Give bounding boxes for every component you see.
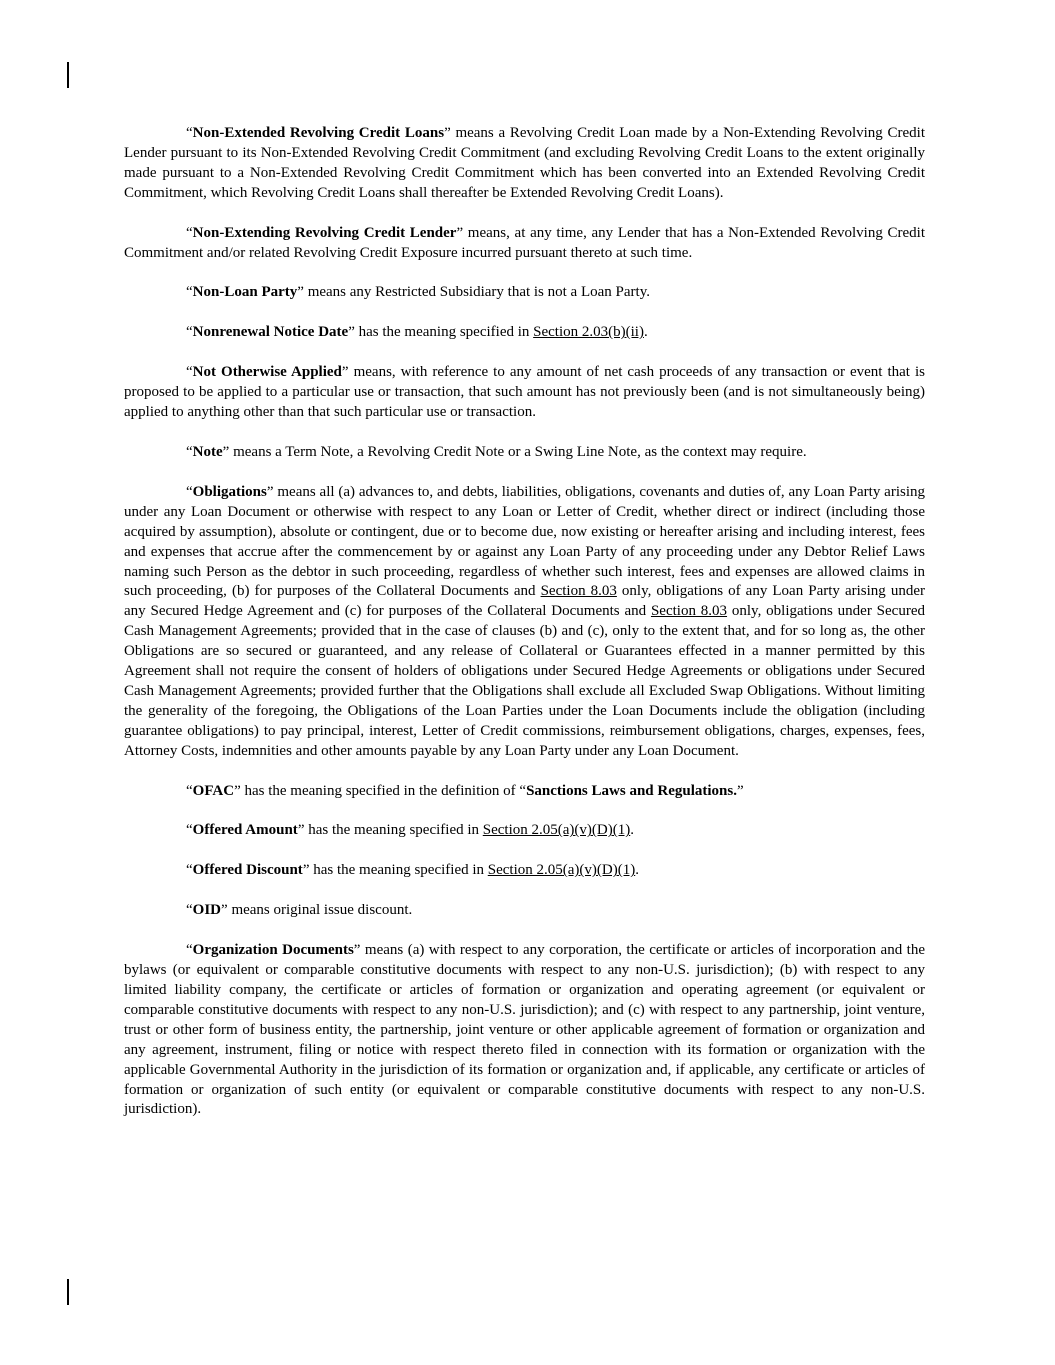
definition-paragraph: “Non-Extending Revolving Credit Lender” means, at any time, any Lender that has a Non-Extended Revolving Credit Commitment and/or related Revolving Credit Exposure incurred pursuant thereto at such time. bbox=[124, 224, 926, 261]
section-reference: Section 8.03 bbox=[650, 603, 728, 620]
margin-bar-top bbox=[67, 62, 69, 88]
definition-text: means, with reference to any amount of net cash proceeds of any transaction or event that is proposed to be applied to a particular use or transaction, that such amount has not previously been (and is not simultaneously being) applied to anything other than that such particular use or transaction. bbox=[124, 364, 925, 421]
definition-text: only, obligations of any Loan Party arising under any Secured Hedge Agreement and (c) for purposes of the Collateral Documents and bbox=[124, 583, 925, 620]
document-page bbox=[124, 124, 925, 1140]
definition-paragraph: “OID” means original issue discount. bbox=[186, 902, 413, 919]
definition-paragraph: “Offered Amount” has the meaning specified in Section 2.05(a)(v)(D)(1). bbox=[186, 822, 634, 839]
definition-text: has the meaning specified in bbox=[354, 324, 534, 341]
defined-term: Note bbox=[192, 443, 223, 460]
definition-paragraph: “Non-Extended Revolving Credit Loans” means a Revolving Credit Loan made by a Non-Extending Revolving Credit Lender pursuant to its Non-Extended Revolving Credit Commitment (and excluding Revolving Credit Loans to the extent originally made pursuant to a Non-Extended Revolving Credit Commitment which has been converted into an Extended Revolving Credit Commitment, which Revolving Credit Loans shall thereafter be Extended Revolving Credit Loans). bbox=[124, 125, 925, 201]
definition-paragraph: “Nonrenewal Notice Date” has the meaning specified in Section 2.03(b)(ii). bbox=[186, 324, 648, 341]
defined-term: Non-Extending Revolving Credit Lender bbox=[192, 224, 457, 241]
section-reference: Section 2.05(a)(v)(D)(1) bbox=[482, 822, 631, 839]
defined-term: Organization Documents bbox=[192, 942, 354, 959]
section-reference: Section 2.03(b)(ii) bbox=[533, 324, 644, 341]
definition-text: means a Revolving Credit Loan made by a Non-Extending Revolving Credit Lender pursuant to its Non-Extended Revolving Credit Commitment (and excluding Revolving Credit Loans to the extent originally made pursuant to a Non-Extended Revolving Credit Commitment which has been converted into an Extended Revolving Credit Commitment, which Revolving Credit Loans shall thereafter be Extended Revolving Credit Loans). bbox=[124, 125, 925, 201]
definition-paragraph: “Non-Loan Party” means any Restricted Subsidiary that is not a Loan Party. bbox=[186, 284, 650, 301]
definition-text: . bbox=[643, 324, 648, 341]
section-reference: Section 8.03 bbox=[540, 583, 617, 600]
section-reference: Section 2.05(a)(v)(D)(1) bbox=[487, 862, 636, 879]
defined-term: Non-Extended Revolving Credit Loans bbox=[192, 125, 445, 141]
defined-term: Non-Loan Party bbox=[192, 284, 298, 301]
defined-term: Nonrenewal Notice Date bbox=[192, 324, 349, 341]
definition-text: means a Term Note, a Revolving Credit Note or a Swing Line Note, as the context may require. bbox=[229, 443, 807, 460]
definition-text: has the meaning specified in the definition of “ bbox=[240, 782, 527, 799]
defined-term: Not Otherwise Applied bbox=[192, 364, 342, 381]
defined-term: Offered Discount bbox=[192, 862, 303, 879]
definition-text: . bbox=[635, 862, 639, 879]
definition-text: only, obligations under Secured Cash Management Agreements; provided that in the case of clauses (b) and (c), only to the extent that, and for so long as, the other Obligations are so secured or guaranteed, and any release of Collateral or Guarantees effected in a manner permitted by this Agreement shall not require the consent of holders of obligations under Secured Hedge Agreements or obligations under Secured Cash Management Agreements; provided further that the Obligations shall exclude all Excluded Swap Obligations. Without limiting the generality of the foregoing, the Obligations of the Loan Parties under the Loan Documents include the obligation (including guarantee obligations) to pay principal, interest, Letter of Credit commissions, reimbursement obligations, charges, expenses, fees, Attorney Costs, indemnities and other amounts payable by any Loan Party under any Loan Document. bbox=[124, 603, 925, 759]
definition-text: . bbox=[630, 822, 634, 839]
defined-term: OFAC bbox=[192, 782, 235, 799]
definition-text: means all (a) advances to, and debts, liabilities, obligations, covenants and duties of, any Loan Party arising under any Loan Document or otherwise with respect to any Loan or Letter of Credit, whether direct or indirect (including those acquired by assumption), absolute or contingent, due or to become due, now existing or hereafter arising and including interest, fees and expenses that accrue after the commencement by or against any Loan Party of any proceeding under any Debtor Relief Laws naming such Person as the debtor in such proceeding, regardless of whether such interest, fees and expenses are allowed claims in such proceeding, (b) for purposes of the Collateral Documents and bbox=[124, 483, 925, 600]
definition-paragraph: “Not Otherwise Applied” means, with reference to any amount of net cash proceeds of any transaction or event that is proposed to be applied to a particular use or transaction, that such amount has not previously been (and is not simultaneously being) applied to anything other than that such particular use or transaction. bbox=[124, 364, 925, 421]
defined-term: OID bbox=[192, 902, 222, 919]
definition-paragraph: “Organization Documents” means (a) with respect to any corporation, the certificate or articles of incorporation and the bylaws (or equivalent or comparable constitutive documents with respect to any non-U.S. jurisdiction); (b) with respect to any limited liability company, the certificate or articles of formation or organization and operating agreement (or equivalent or comparable constitutive documents with respect to any non-U.S. jurisdiction); and (c) with respect to any partnership, joint venture, trust or other form of business entity, the partnership, joint venture or other applicable agreement of formation or organization and any agreement, instrument, filing or notice with respect thereto filed in connection with its formation or organization with the applicable Governmental Authority in the jurisdiction of its formation or organization and, if applicable, any certificate or articles of formation or organization of such entity (or equivalent or comparable constitutive documents with respect to any non-U.S. jurisdiction). bbox=[124, 942, 925, 1118]
definition-text: has the meaning specified in bbox=[309, 862, 488, 879]
definition-paragraph: “OFAC” has the meaning specified in the definition of “Sanctions Laws and Regulations.” bbox=[186, 782, 744, 799]
definition-paragraph: “Obligations” means all (a) advances to, and debts, liabilities, obligations, covenants and duties of, any Loan Party arising under any Loan Document or otherwise with respect to any Loan or Letter of Credit, whether direct or indirect (including those acquired by assumption), absolute or contingent, due or to become due, now existing or hereafter arising and including interest, fees and expenses that accrue after the commencement by or against any Loan Party of any proceeding under any Debtor Relief Laws naming such Person as the debtor in such proceeding, regardless of whether such interest, fees and expenses are allowed claims in such proceeding, (b) for purposes of the Collateral Documents and Section 8.03 only, obligations of any Loan Party arising under any Secured Hedge Agreement and (c) for purposes of the Collateral Documents and Section 8.03 only, obligations under Secured Cash Management Agreements; provided that in the case of clauses (b) and (c), only to the extent that, and for so long as, the other Obligations are so secured or guaranteed, and any release of Collateral or Guarantees effected in a manner permitted by this Agreement shall not require the consent of holders of obligations under Secured Hedge Agreements or obligations under Secured Cash Management Agreements; provided further that the Obligations shall exclude all Excluded Swap Obligations. Without limiting the generality of the foregoing, the Obligations of the Loan Parties under the Loan Documents include the obligation (including guarantee obligations) to pay principal, interest, Letter of Credit commissions, reimbursement obligations, charges, expenses, fees, Attorney Costs, indemnities and other amounts payable by any Loan Party under any Loan Document. bbox=[124, 483, 925, 759]
definition-text: means any Restricted Subsidiary that is not a Loan Party. bbox=[303, 284, 650, 301]
definition-text: means (a) with respect to any corporation, the certificate or articles of incorporation and the bylaws (or equivalent or comparable constitutive documents with respect to any non-U.S. jurisdiction); (b) with respect to any limited liability company, the certificate or articles of formation or organization and operating agreement (or equivalent or comparable constitutive documents with respect to any non-U.S. jurisdiction); and (c) with respect to any partnership, joint venture, trust or other form of business entity, the partnership, joint venture or other applicable agreement of formation or organization and any agreement, instrument, filing or notice with respect thereto filed in connection with its formation or organization with the applicable Governmental Authority in the jurisdiction of its formation or organization and, if applicable, any certificate or articles of formation or organization of such entity (or equivalent or comparable constitutive documents with respect to any non-U.S. jurisdiction). bbox=[124, 942, 925, 1118]
defined-term: Obligations bbox=[192, 483, 267, 500]
defined-term: Offered Amount bbox=[192, 822, 298, 839]
defined-term-reference: Sanctions Laws and Regulations. bbox=[526, 782, 737, 799]
definition-text: has the meaning specified in bbox=[304, 822, 483, 839]
definition-text: means, at any time, any Lender that has a Non-Extended Revolving Credit Commitment and/or related Revolving Credit Exposure incurred pursuant thereto at such time. bbox=[124, 224, 926, 261]
margin-bar-bottom bbox=[67, 1279, 69, 1305]
definition-paragraph: “Note” means a Term Note, a Revolving Credit Note or a Swing Line Note, as the context may require. bbox=[186, 443, 807, 460]
definition-text: means original issue discount. bbox=[227, 902, 413, 919]
definition-text: ” bbox=[736, 782, 744, 799]
definition-paragraph: “Offered Discount” has the meaning specified in Section 2.05(a)(v)(D)(1). bbox=[186, 862, 639, 879]
